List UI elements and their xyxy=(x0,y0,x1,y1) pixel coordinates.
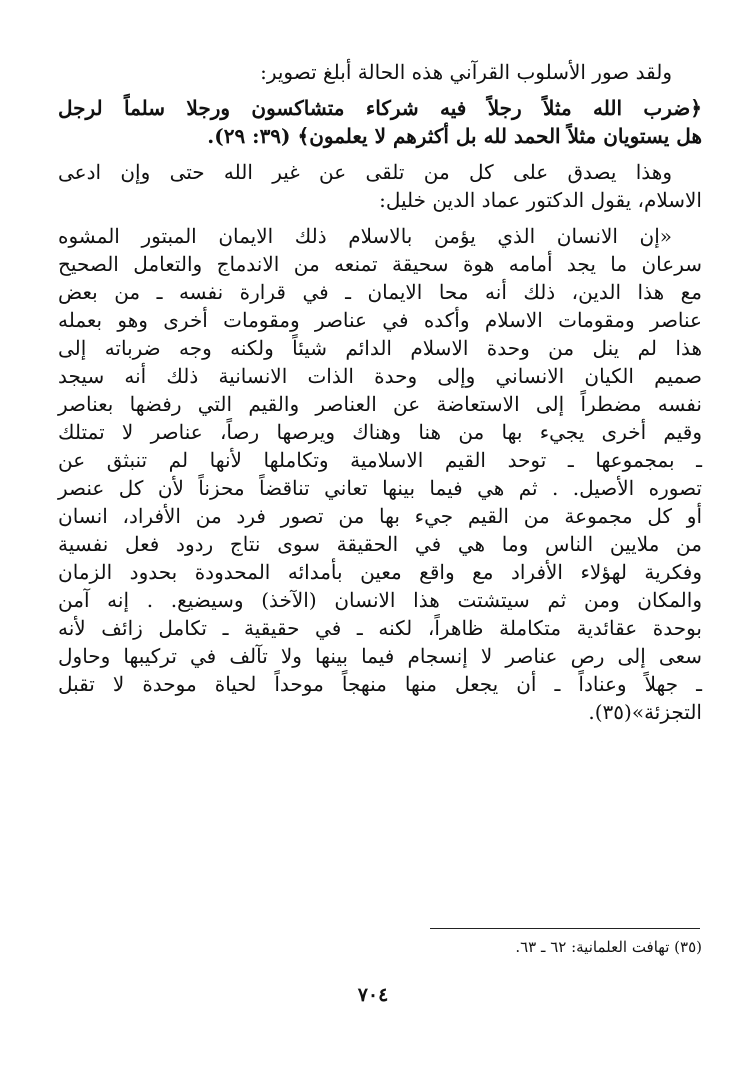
text-line: تصوره الأصيل. . ثم هي فيما بينها تعاني تناقضاً محزناً لأن كل عنصر xyxy=(58,476,702,500)
text-line: عناصر ومقومات الاسلام وأكده في عناصر ومقومات أخرى وهو بعمله xyxy=(58,308,702,332)
text-line: سرعان ما يجد أمامه هوة سحيقة تمنعه من الاندماج والتعامل الصحيح xyxy=(58,252,702,276)
text-line: وفكرية لهؤلاء الأفراد مع واقع معين بأمدائه المحدودة بحدود الزمان xyxy=(58,560,702,584)
intro-paragraph xyxy=(58,58,702,86)
text-line: ـ جهلاً وعناداً ـ أن يجعل منها منهجاً موحداً لحياة موحدة لا تقبل xyxy=(58,672,702,696)
text-line: سعى إلى رص عناصر لا إنسجام فيما بينها ولا تآلف في تركيبها وحاول xyxy=(58,644,702,668)
text-line: ولقد صور الأسلوب القرآني هذه الحالة أبلغ تصوير: xyxy=(260,60,672,84)
text-line: التجزئة»(٣٥). xyxy=(588,700,702,724)
page-body xyxy=(58,58,702,734)
text-line: الاسلام، يقول الدكتور عماد الدين خليل: xyxy=(379,188,702,212)
block-quotation xyxy=(58,222,702,726)
quran-verse xyxy=(58,94,702,150)
text-line: هل يستويان مثلاً الحمد لله بل أكثرهم لا يعلمون﴾ (٣٩: ٢٩). xyxy=(207,124,702,148)
text-line: وهذا يصدق على كل من تلقى عن غير الله حتى وإن ادعى xyxy=(58,160,673,184)
text-line: «إن الانسان الذي يؤمن بالاسلام ذلك الايمان المبتور المشوه xyxy=(58,224,672,248)
text-line: صميم الكيان الانساني وإلى وحدة الذات الانسانية ذلك أنه سيجد xyxy=(58,364,702,388)
text-line: وقيم أخرى يجيء بها من هنا وهناك ويرصها رصاً، عناصر لا تمتلك xyxy=(58,420,702,444)
text-line: مع هذا الدين، ذلك أنه محا الايمان ـ في قرارة نفسه ـ من بعض xyxy=(58,280,702,304)
text-line: هذا لم ينل من وحدة الاسلام الدائم شيئاً ولكنه وجه ضرباته إلى xyxy=(58,336,702,360)
text-line: ـ بمجموعها ـ توحد القيم الاسلامية وتكاملها لأنها لم تنبثق عن xyxy=(58,448,702,472)
commentary-paragraph xyxy=(58,158,702,214)
text-line: أو كل مجموعة من القيم جيء بها من تصور فرد من الأفراد، انسان xyxy=(58,504,702,528)
text-line: نفسه مضطراً إلى الاستعاضة عن العناصر والقيم التي رفضها بعناصر xyxy=(58,392,702,416)
footnote-divider xyxy=(430,928,700,929)
footnote: (٣٥) تهافت العلمانية: ٦٢ ـ ٦٣. xyxy=(515,938,702,956)
text-line: ﴿ضرب الله مثلاً رجلاً فيه شركاء متشاكسون ورجلا سلماً لرجل xyxy=(58,96,702,120)
text-line: من ملايين الناس وما هي في الحقيقة سوى نتاج ردود فعل نفسية xyxy=(58,532,702,556)
text-line: والمكان ومن ثم سيتشتت هذا الانسان (الآخذ) وسيضيع. . إنه آمن xyxy=(58,588,702,612)
page-number: ٧٠٤ xyxy=(357,984,389,1006)
text-line: بوحدة عقائدية متكاملة ظاهراً، لكنه ـ في حقيقية ـ تكامل زائف لأنه xyxy=(58,616,702,640)
